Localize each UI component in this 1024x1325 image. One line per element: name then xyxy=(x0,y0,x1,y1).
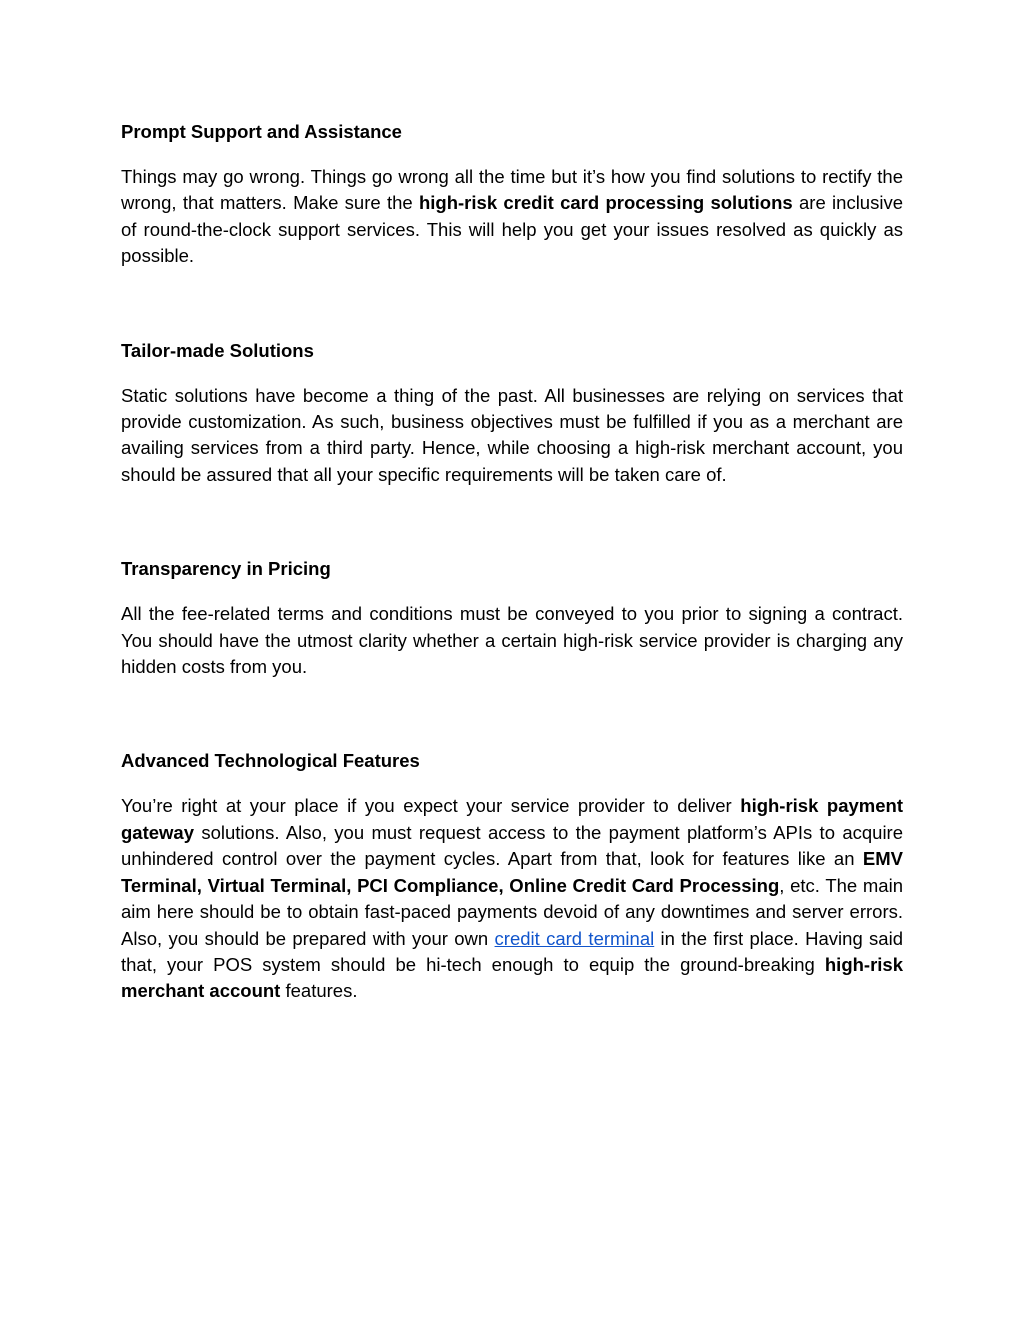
section-paragraph xyxy=(121,164,903,270)
section-tailor-made xyxy=(121,337,903,489)
bold-text: high-risk payment gateway xyxy=(121,795,903,843)
paragraph-text: Things may go wrong. Things go wrong all the time but it’s how you find solutions to rectify the wrong, that matters. Make sure the xyxy=(121,166,903,214)
paragraph-text: features. xyxy=(280,980,358,1002)
section-paragraph xyxy=(121,601,903,680)
section-advanced-features xyxy=(121,747,903,1004)
paragraph-text: solutions. Also, you must request access to the payment platform’s APIs to acquire unhindered control over the payment cycles. Apart from that, look for features like an xyxy=(121,821,903,870)
credit-card-terminal-link[interactable]: credit card terminal xyxy=(494,927,655,949)
document-page xyxy=(121,118,903,1005)
section-heading: Tailor-made Solutions xyxy=(121,339,314,361)
paragraph-text: , etc. The main aim here should be to obtain fast-paced payments devoid of any downtimes and server errors. Also, you should be prepared with your own xyxy=(121,874,903,949)
bold-text: high-risk credit card processing solutions xyxy=(418,192,793,214)
paragraph-text: You’re right at your place if you expect your service provider to deliver xyxy=(121,795,741,817)
section-heading: Prompt Support and Assistance xyxy=(121,121,402,142)
section-transparency xyxy=(121,555,903,680)
section-heading: Transparency in Pricing xyxy=(121,558,331,580)
section-paragraph xyxy=(121,383,903,489)
section-paragraph xyxy=(121,793,903,1004)
paragraph-text: All the fee-related terms and conditions must be conveyed to you prior to signing a contract. You should have the utmost clarity whether a certain high-risk service provider is charging any hidden costs from you. xyxy=(121,603,903,678)
bold-text: high-risk merchant account xyxy=(121,953,903,1002)
bold-text: EMV Terminal, Virtual Terminal, PCI Compliance, Online Credit Card Processing xyxy=(121,848,903,896)
paragraph-text: Static solutions have become a thing of the past. All businesses are relying on services that provide customization. As such, business objectives must be fulfilled if you as a merchant are availing services from a third party. Hence, while choosing a high-risk merchant account, you should be assured that all your specific requirements will be taken care of. xyxy=(121,384,903,485)
section-heading: Advanced Technological Features xyxy=(121,750,420,772)
paragraph-text: are inclusive of round-the-clock support services. This will help you get your issues resolved as quickly as possible. xyxy=(121,192,903,267)
paragraph-text: in the first place. Having said that, your POS system should be hi-tech enough to equip the ground-breaking xyxy=(121,927,903,975)
section-prompt-support xyxy=(121,118,903,270)
